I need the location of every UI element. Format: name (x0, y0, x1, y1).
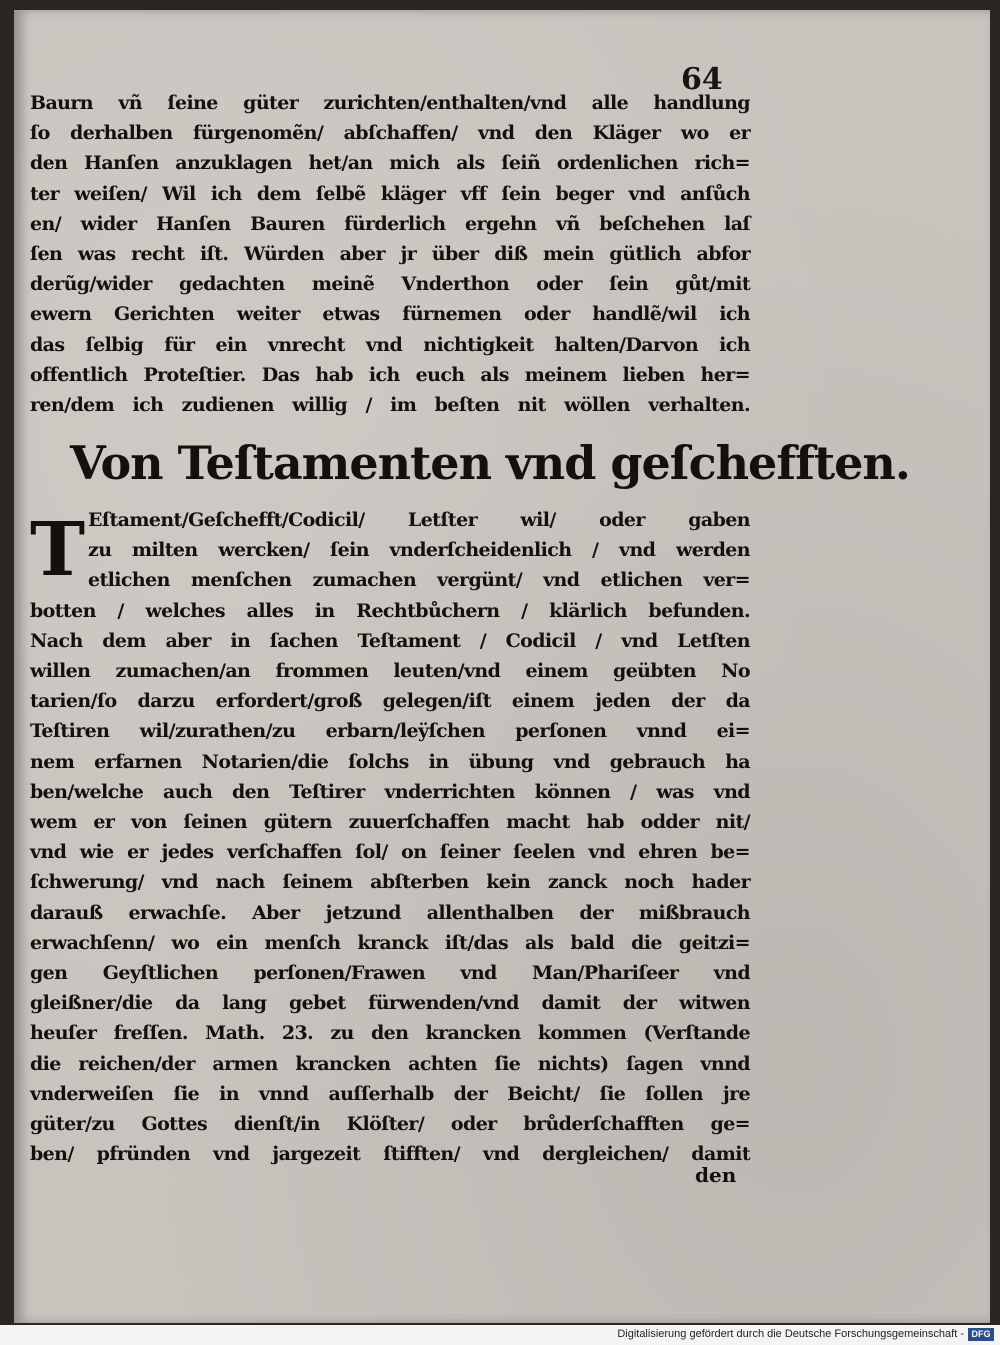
text-line: den Hanſen anzuklagen het/an mich als ſeiñ ordenlichen rich= (30, 152, 750, 175)
text-line: ſen was recht iſt. Würden aber jr über diß mein gütlich abfor (30, 243, 750, 266)
text-line: etlichen menſchen zumachen vergünt/ vnd etlichen ver= (88, 569, 750, 592)
text-line: ſchwerung/ vnd nach ſeinem abſterben kein zanck noch hader (30, 871, 750, 894)
text-line: gleißner/die da lang gebet fürwenden/vnd damit der witwen (30, 992, 750, 1015)
text-line: ben/ pfründen vnd jargezeit ſtifften/ vnd dergleichen/ damit (30, 1143, 750, 1166)
text-block-testaments (30, 505, 750, 1169)
text-line: willen zumachen/an frommen leuten/vnd einem geübten No (30, 660, 750, 683)
text-line: offentlich Proteſtier. Das hab ich euch als meinem lieben her= (30, 363, 750, 386)
text-line: botten / welches alles in Rechtbůchern / klärlich befunden. (30, 599, 750, 622)
drop-initial: T (30, 507, 86, 593)
text-line: das ſelbig für ein vnrecht vnd nichtigkeit halten/Darvon ich (30, 333, 750, 356)
text-line: nem erfarnen Notarien/die ſolchs in übung vnd gebrauch ha (30, 750, 750, 773)
text-line: Eſtament/Geſchefft/Codicil/ Letſter wil/ oder gaben (88, 509, 750, 531)
funding-credit: Digitalisierung gefördert durch die Deutsche Forschungsgemeinschaft - (617, 1328, 964, 1340)
dfg-logo-icon: DFG (968, 1328, 994, 1341)
text-block-continuation (30, 88, 750, 420)
text-line: ſo derhalben fürgenomẽn/ abſchaffen/ vnd den Kläger wo er (30, 122, 750, 145)
catchword: den (695, 1163, 737, 1187)
text-line: derũg/wider gedachten meinẽ Vnderthon oder ſein gůt/mit (30, 273, 750, 296)
text-line: Teſtiren wil/zurathen/zu erbarn/leÿſchen perſonen vnnd ei= (30, 720, 750, 743)
text-line: die reichen/der armen krancken achten ſie nichts) ſagen vnnd (30, 1052, 750, 1075)
text-line: gen Geyſtlichen perſonen/Frawen vnd Man/Phariſeer vnd (30, 962, 750, 985)
text-line: ter weiſen/ Wil ich dem ſelbẽ kläger vff ſein beger vnd anſůch (30, 182, 750, 205)
text-line: en/ wider Hanſen Bauren fürderlich ergehn vñ beſchehen laſ (30, 212, 750, 235)
text-line: erwachſenn/ wo ein menſch kranck iſt/das als bald die geitzi= (30, 931, 750, 954)
section-heading: Von Teſtamenten vnd geſchefften. (70, 436, 910, 490)
text-line: tarien/ſo darzu erfordert/groß gelegen/iſt einem jeden der da (30, 690, 750, 713)
text-line: ren/dem ich zudienen willig / im beſten nit wöllen verhalten. (30, 394, 750, 417)
digitization-footer (0, 1325, 1000, 1345)
text-line: zu milten wercken/ ſein vnderſcheidenlich / vnd werden (88, 539, 750, 562)
text-line: Baurn vñ ſeine güter zurichten/enthalten/vnd alle handlung (30, 92, 750, 114)
text-line: darauß erwachſe. Aber jetzund allenthalben der mißbrauch (30, 901, 750, 924)
text-line: vnderweiſen ſie in vnnd auſſerhalb der Beicht/ ſie ſollen jre (30, 1082, 750, 1105)
text-line: güter/zu Gottes dienſt/in Klöſter/ oder brůderſchafften ge= (30, 1113, 750, 1136)
text-line: vnd wie er jedes verſchaffen ſol/ on ſeiner ſeelen vnd ehren be= (30, 841, 750, 864)
text-line: ben/welche auch den Teſtirer vnderrichten können / was vnd (30, 780, 750, 803)
text-line: heuſer freſſen. Math. 23. zu den krancken kommen (Verſtande (30, 1022, 750, 1045)
text-line: wem er von ſeinen gütern zuuerſchaffen macht hab odder nit/ (30, 811, 750, 834)
text-line: Nach dem aber in ſachen Teſtament / Codicil / vnd Letſten (30, 629, 750, 652)
text-line: ewern Gerichten weiter etwas fürnemen oder handlẽ/wil ich (30, 303, 750, 326)
page-number: 64 (681, 62, 723, 97)
